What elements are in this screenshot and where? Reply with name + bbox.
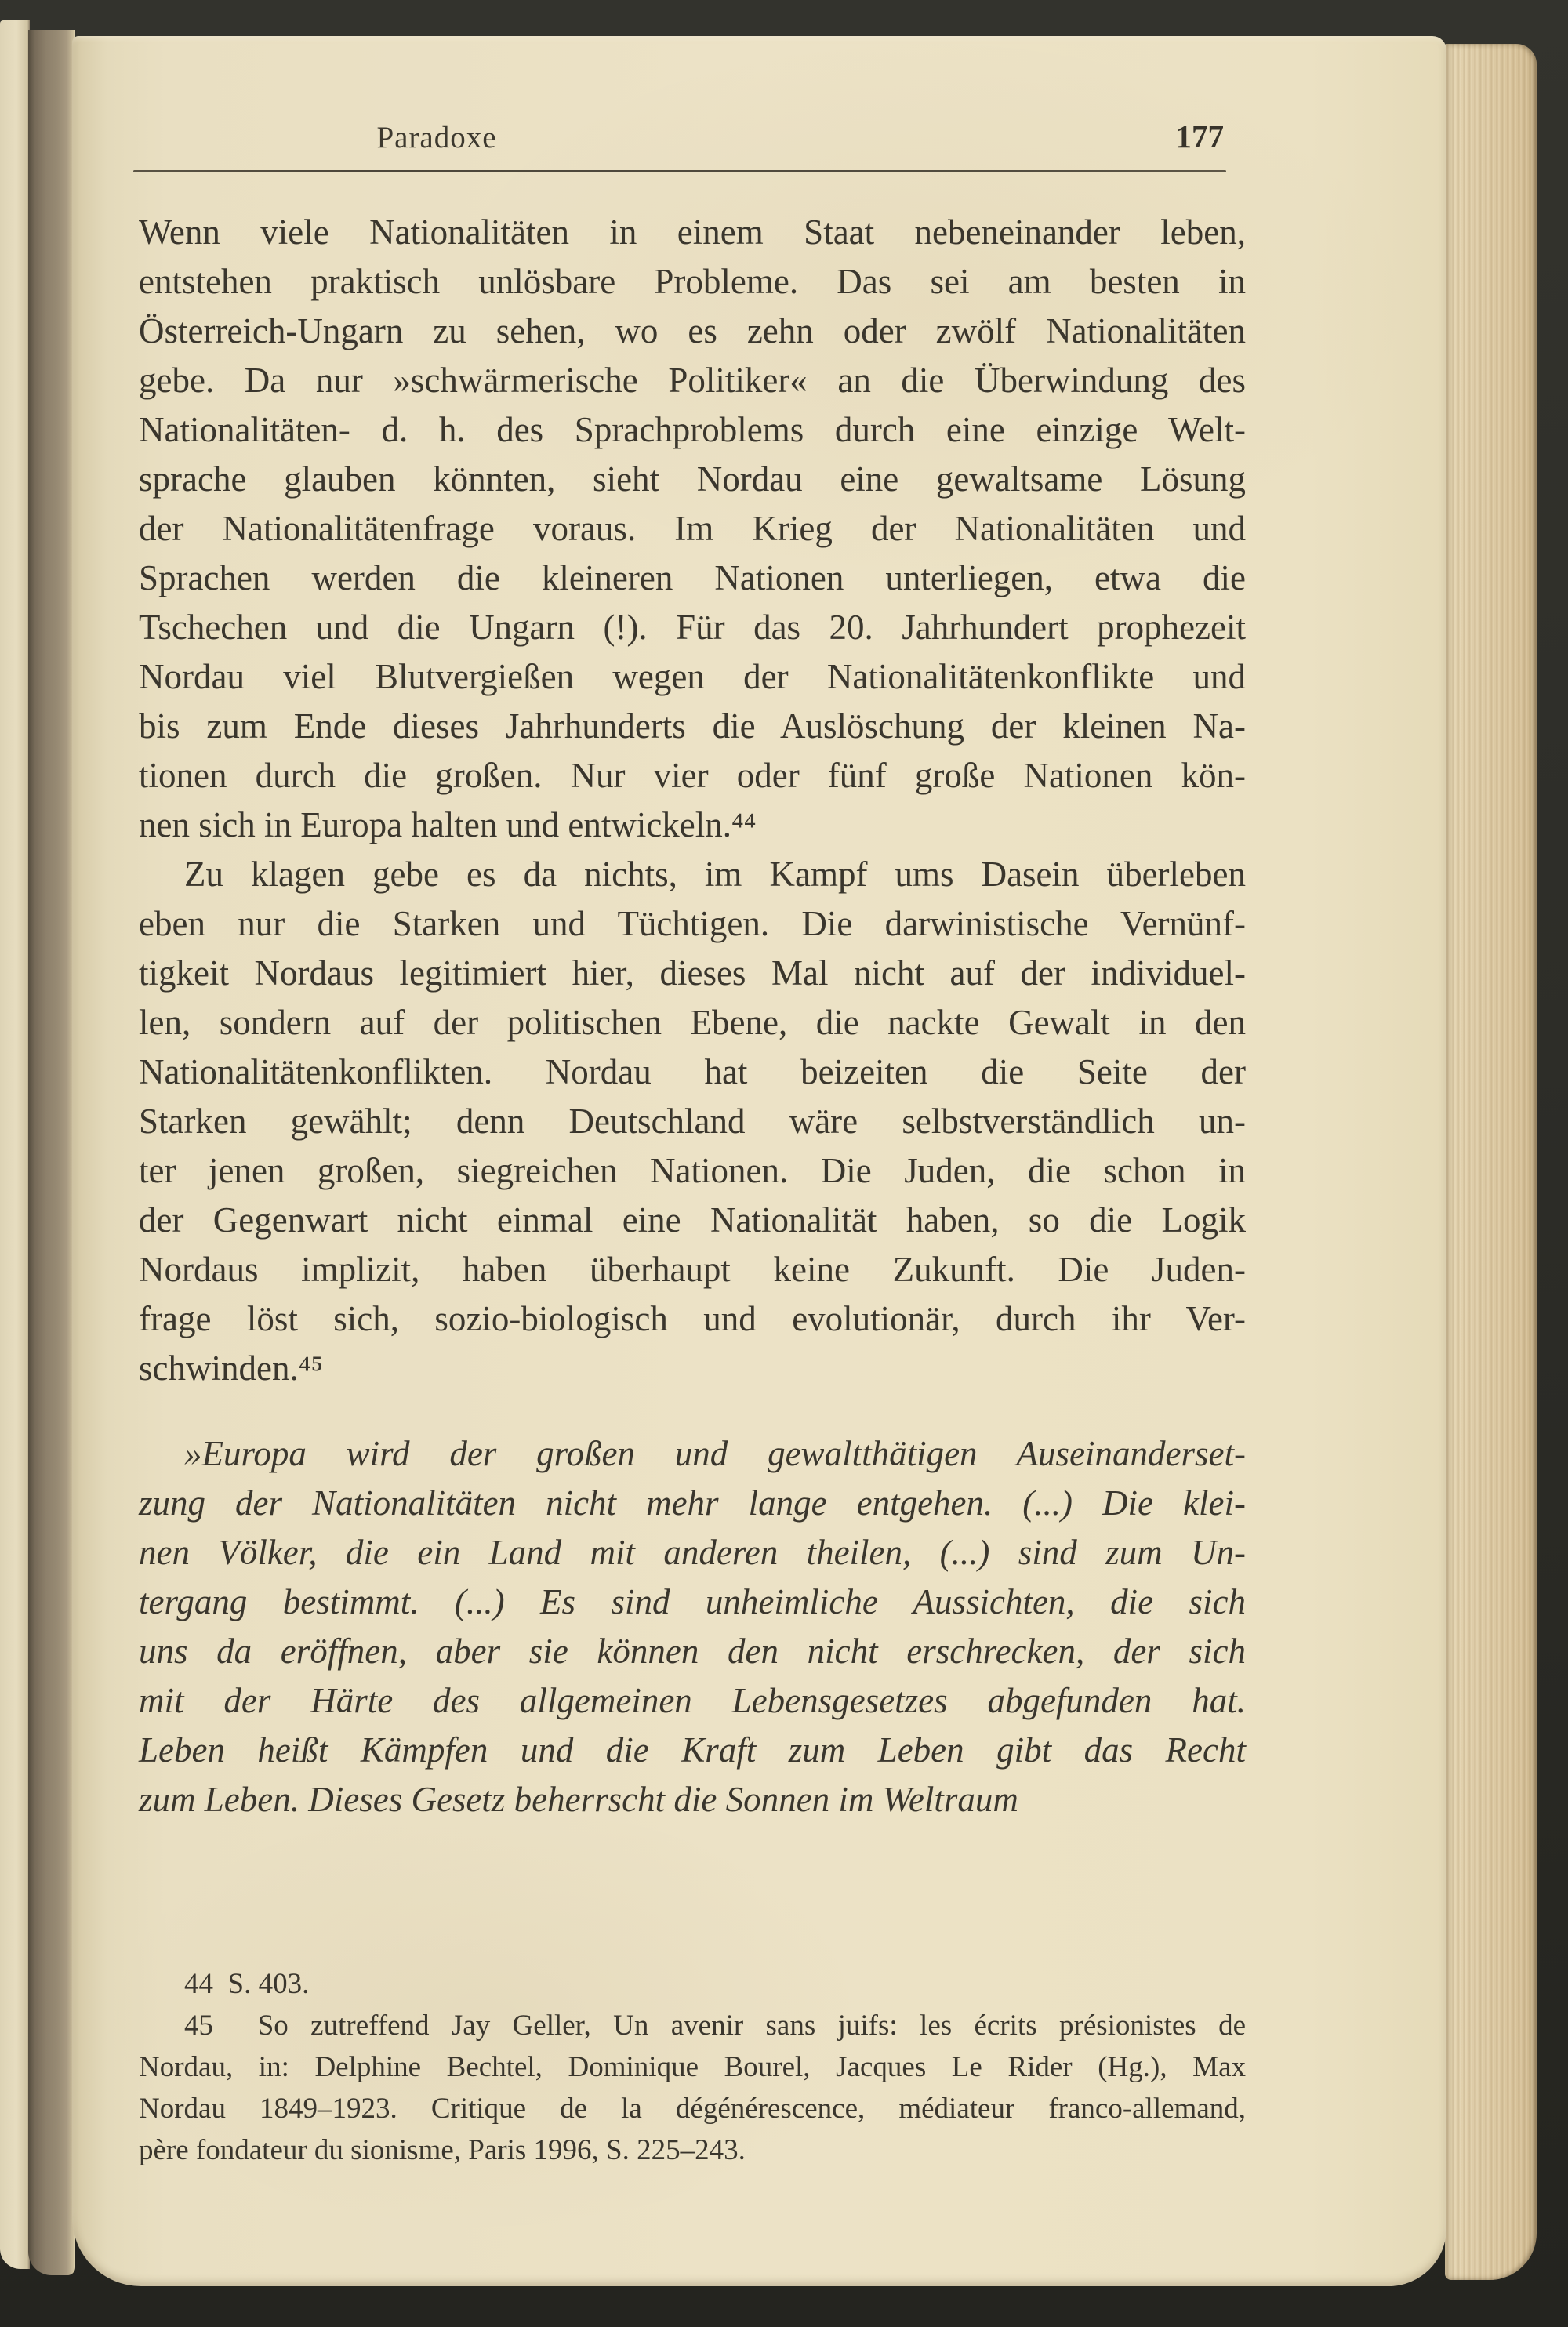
text-line: tergang bestimmt. (...) Es sind unheimliche Aussichten, die sich xyxy=(139,1582,1246,1621)
text-line: Sprachen werden die kleineren Nationen unterliegen, etwa die xyxy=(139,558,1246,597)
text-line: zung der Nationalitäten nicht mehr lange entgehen. (...) Die klei- xyxy=(139,1483,1246,1523)
text-line: Österreich-Ungarn zu sehen, wo es zehn oder zwölf Nationalitäten xyxy=(139,311,1246,350)
text-line: eben nur die Starken und Tüchtigen. Die darwinistische Vernünf- xyxy=(139,904,1246,943)
text-line: mit der Härte des allgemeinen Lebensgesetzes abgefunden hat. xyxy=(139,1681,1246,1720)
text-line: frage löst sich, sozio-biologisch und evolutionär, durch ihr Ver- xyxy=(139,1299,1246,1338)
text-line: Starken gewählt; denn Deutschland wäre selbstverständlich un- xyxy=(139,1102,1246,1141)
text-line: schwinden.⁴⁵ xyxy=(139,1349,324,1388)
paragraph xyxy=(139,1429,1246,1824)
text-line: der Nationalitätenfrage voraus. Im Krieg der Nationalitäten und xyxy=(139,509,1246,548)
page-number: 177 xyxy=(1175,118,1224,154)
book-page xyxy=(72,36,1446,2286)
body-text xyxy=(139,208,1246,1824)
footnotes xyxy=(139,1963,1246,2171)
text-line: bis zum Ende dieses Jahrhunderts die Auslöschung der kleinen Na- xyxy=(139,706,1246,746)
text-line: Nordau viel Blutvergießen wegen der Nationalitätenkonflikte und xyxy=(139,657,1246,696)
page-title: Paradoxe xyxy=(376,121,497,154)
running-head xyxy=(72,119,1446,166)
text-line: père fondateur du sionisme, Paris 1996, S. 225–243. xyxy=(139,2134,746,2166)
text-line: Nationalitäten- d. h. des Sprachproblems durch eine einzige Welt- xyxy=(139,410,1246,449)
text-line: uns da eröffnen, aber sie können den nicht erschrecken, der sich xyxy=(139,1632,1246,1671)
previous-page-edge xyxy=(0,20,30,2269)
text-line: »Europa wird der großen und gewaltthätigen Auseinanderset- xyxy=(184,1434,1246,1473)
text-line: tigkeit Nordaus legitimiert hier, dieses Mal nicht auf der individuel- xyxy=(139,953,1246,993)
paragraph xyxy=(139,2005,1246,2171)
text-line: sprache glauben könnten, sieht Nordau eine gewaltsame Lösung xyxy=(139,459,1246,499)
text-line: Nordaus implizit, haben überhaupt keine Zukunft. Die Juden- xyxy=(139,1250,1246,1289)
text-line: len, sondern auf der politischen Ebene, die nackte Gewalt in den xyxy=(139,1003,1246,1042)
text-line: tionen durch die großen. Nur vier oder fünf große Nationen kön- xyxy=(139,756,1246,795)
text-line: Leben heißt Kämpfen und die Kraft zum Leben gibt das Recht xyxy=(139,1730,1246,1770)
text-line: nen sich in Europa halten und entwickeln.⁴⁴ xyxy=(139,805,757,844)
paragraph xyxy=(139,850,1246,1393)
paragraph xyxy=(139,208,1246,850)
binding-gutter-shadow xyxy=(28,30,75,2275)
text-line: der Gegenwart nicht einmal eine Nationalität haben, so die Logik xyxy=(139,1200,1246,1240)
text-line: Zu klagen gebe es da nichts, im Kampf ums Dasein überleben xyxy=(184,855,1246,894)
text-line: 45 So zutreffend Jay Geller, Un avenir sans juifs: les écrits présionistes de xyxy=(184,2009,1246,2042)
paragraph xyxy=(139,1963,1246,2005)
text-line: Nationalitätenkonflikten. Nordau hat beizeiten die Seite der xyxy=(139,1052,1246,1091)
text-line: Tschechen und die Ungarn (!). Für das 20. Jahrhundert prophezeit xyxy=(139,608,1246,647)
text-line: ter jenen großen, siegreichen Nationen. Die Juden, die schon in xyxy=(139,1151,1246,1190)
text-line: 44 S. 403. xyxy=(184,1968,310,2000)
header-rule xyxy=(133,170,1226,172)
text-line: nen Völker, die ein Land mit anderen theilen, (...) sind zum Un- xyxy=(139,1533,1246,1572)
text-line: entstehen praktisch unlösbare Probleme. Das sei am besten in xyxy=(139,262,1246,301)
text-line: Nordau, in: Delphine Bechtel, Dominique Bourel, Jacques Le Rider (Hg.), Max xyxy=(139,2051,1246,2083)
fore-edge-page-stack xyxy=(1445,44,1537,2280)
text-line: Nordau 1849–1923. Critique de la dégénérescence, médiateur franco-allemand, xyxy=(139,2093,1246,2125)
text-line: gebe. Da nur »schwärmerische Politiker« an die Überwindung des xyxy=(139,361,1246,400)
text-line: Wenn viele Nationalitäten in einem Staat nebeneinander leben, xyxy=(139,212,1246,252)
text-line: zum Leben. Dieses Gesetz beherrscht die Sonnen im Weltraum xyxy=(139,1780,1018,1819)
